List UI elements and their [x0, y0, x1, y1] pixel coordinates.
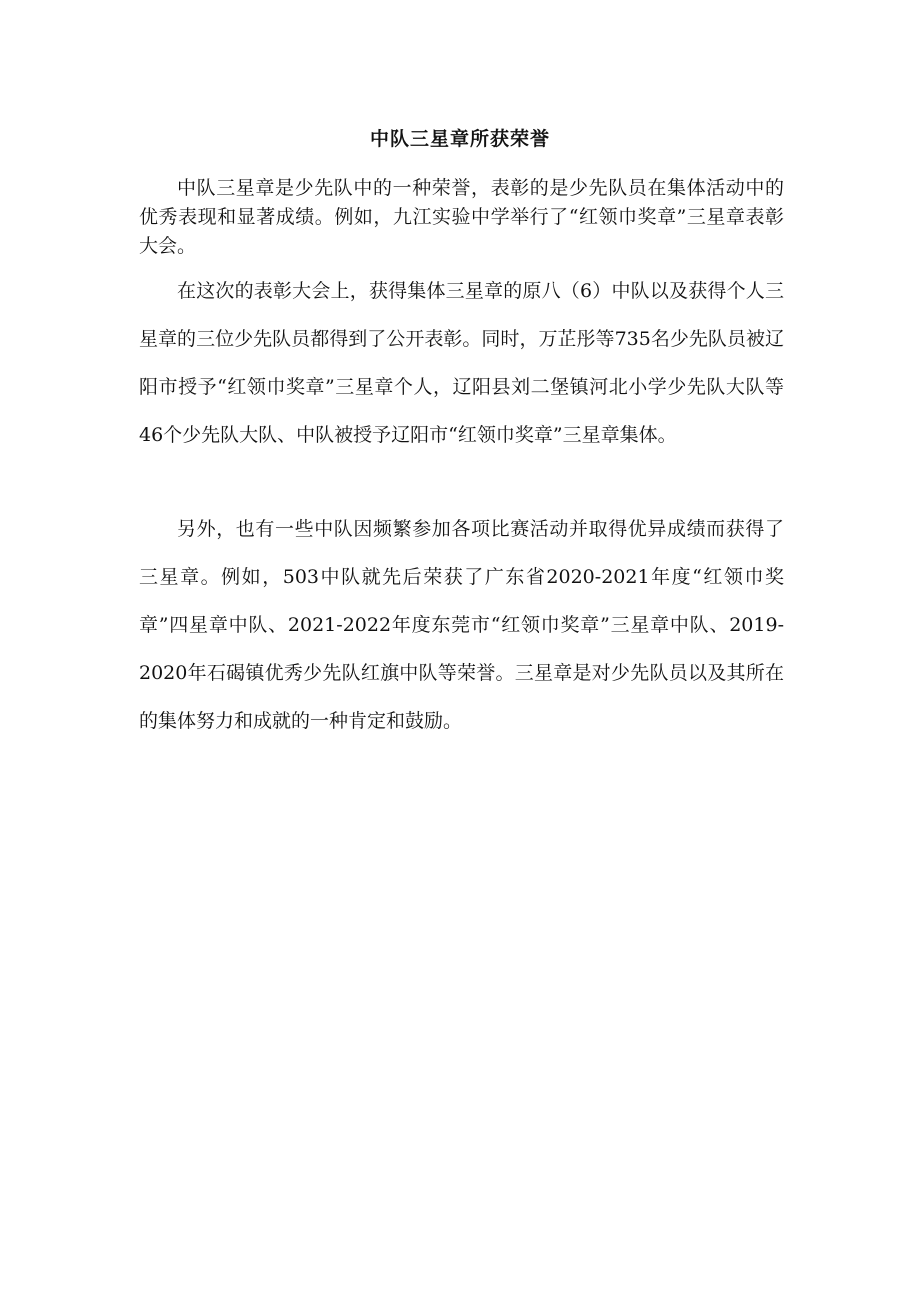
document-title: 中队三星章所获荣誉	[369, 128, 550, 150]
paragraph-other-squads: 另外，也有一些中队因频繁参加各项比赛活动并取得优异成绩而获得了三星章。例如，503中队就先后荣获了广东省2020-2021年度“红领巾奖章”四星章中队、2021-2022年度东莞市“红领巾奖章”三星章中队、2019-2020年石碣镇优秀少先队红旗中队等荣誉。三星章是对少先队员以及其所在的集体努力和成就的一种肯定和鼓励。	[139, 518, 784, 732]
paragraph-intro: 中队三星章是少先队中的一种荣誉，表彰的是少先队员在集体活动中的优秀表现和显著成绩。例如，九江实验中学举行了“红领巾奖章”三星章表彰大会。	[139, 177, 784, 257]
paragraph-ceremony: 在这次的表彰大会上，获得集体三星章的原八（6）中队以及获得个人三星章的三位少先队员都得到了公开表彰。同时，万芷彤等735名少先队员被辽阳市授予“红领巾奖章”三星章个人，辽阳县刘二堡镇河北小学少先队大队等46个少先队大队、中队被授予辽阳市“红领巾奖章”三星章集体。	[139, 280, 784, 446]
